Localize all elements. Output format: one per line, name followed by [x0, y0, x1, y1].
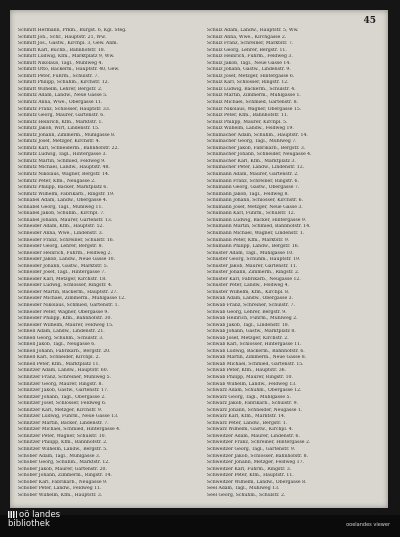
directory-entry: Schmitt Jos., Gastw., Kirchpl. 3, Gew. Anm. — [18, 41, 118, 47]
directory-entry: Schnitzer Wilhelm, Landw., Bergstr. 5. — [18, 447, 108, 452]
directory-entry: Schmitz Karl, Schneiderm., Bahnhofstr. 22. — [18, 145, 119, 151]
directory-entry: Schneider Franz, Schreiner, Schulstr. 16. — [18, 237, 115, 243]
directory-entry: Schober Adam, Tagl., Mühlgasse 3. — [18, 453, 101, 459]
directory-entry: Schwarz Wilhelm, Gastw., Kirchpl. 4. — [207, 427, 294, 433]
directory-entry: Schwab Peter, Kfm., Hauptstr. 36. — [207, 368, 287, 374]
logo-line1: oö landes — [19, 510, 61, 520]
directory-entry: Schmitt Hermann, Prkm., Burgst. 6, Kgl. Steg. — [18, 28, 127, 33]
directory-entry: Schober Georg, Schuhm., Marktstr. 12. — [18, 460, 110, 466]
directory-entry: Schneider Martin, Bäckerm., Hauptstr. 27. — [18, 289, 118, 295]
directory-entry: Schweitzer Jakob, Schlosser, Bahnhofstr. 8. — [207, 453, 309, 459]
directory-entry: Schnitzer Ludwig, Fuhrm., Neue Gasse 13. — [18, 414, 119, 420]
directory-entry: Schmitt Karl, Buchb., Bahnhofstr. 18. — [18, 47, 106, 53]
directory-entry: Schwarz Adam, Schuhm., Obergasse 12. — [207, 388, 302, 394]
right-column — [207, 28, 375, 499]
directory-entry: Schweitzer Georg, Tagl., Gartenstr. 9. — [207, 447, 296, 452]
directory-entry: Schober Peter, Landw., Feldweg 11. — [18, 486, 102, 492]
directory-entry: Schnitzer Michael, Schmied, Hintergasse 4. — [18, 427, 121, 433]
directory-entry: Schmitt Wilhelm, Lehrer, Bergstr. 2. — [18, 86, 103, 92]
directory-entry: Schober Wilhelm, Kfm., Hauptstr. 3. — [18, 492, 103, 498]
directory-entry: Schulz Johann, Gastw., Lindenstr. 9. — [207, 67, 291, 73]
directory-entry: Schumann Jakob, Tagl., Feldweg 8. — [207, 191, 289, 197]
directory-entry: Schumacher Jakob, Fabrikarb., Bergstr. 3. — [207, 145, 306, 151]
directory-entry: Schober Johann, Zimmerm., Ringstr. 14. — [18, 473, 112, 479]
directory-entry: Schnitzer Adam, Landw., Hauptstr. 60. — [18, 368, 109, 374]
directory-entry: Schmitz Peter, Kfm., Neugasse 2. — [18, 178, 96, 184]
directory-entry: Schneider Wilhelm, Maurer, Feldweg 15. — [18, 322, 114, 328]
directory-entry: Schmitz Wilhelm, Fabrikarb., Ringstr. 19. — [18, 191, 115, 197]
directory-entry: Schwab Heinrich, Fuhrm., Mühlweg 2. — [207, 316, 298, 322]
directory-entry: Schwab Karl, Schlosser, Hintergasse 11. — [207, 342, 302, 348]
directory-entry: Schulz Josef, Metzger, Hintergasse 6. — [207, 73, 295, 79]
directory-entry: Schwab Philipp, Maurer, Ringstr. 10. — [207, 374, 293, 380]
directory-entry: Schnitzer Josef, Schlosser, Feldweg 6. — [18, 401, 107, 407]
directory-entry: Schweitzer Franz, Schreiner, Hintergasse 2. — [207, 440, 311, 446]
directory-entry: Schmitz Josef, Metzger, Kirchstr. 4. — [18, 139, 101, 145]
directory-entry: Schneider Philipp, Kfm., Bahnhofstr. 30. — [18, 316, 112, 322]
directory-entry: Schnitzer Karl, Metzger, Kirchstr. 9. — [18, 407, 103, 413]
directory-entry: Schumann Philipp, Landw., Bergstr. 16. — [207, 244, 300, 250]
directory-entry: Schulz Anna, Wwe., Kirchgasse 2. — [207, 34, 287, 40]
directory-entry: Schmitz Nikolaus, Wagner, Bergstr. 14. — [18, 172, 110, 178]
directory-entry: Schumacher Georg, Tagl., Mühlweg 7. — [207, 139, 297, 145]
directory-entry: Schnitzer Jakob, Gastw., Gartenstr. 17. — [18, 388, 109, 394]
directory-entry: Schumacher Adam, Schuhm., Hauptstr. 14. — [207, 132, 308, 138]
directory-entry: Schuster Georg, Schuhm., Hauptstr. 19. — [207, 257, 301, 263]
directory-entry: Schwab Martin, Zimmerm., Neue Gasse 8. — [207, 355, 307, 361]
directory-entry: Schneider Josef, Tagl., Hintergasse 7. — [18, 270, 106, 276]
directory-entry: Schnitzer Georg, Maurer, Ringstr. 8. — [18, 381, 103, 387]
directory-entry: Schmitz Martin, Schmied, Feldweg 9. — [18, 158, 106, 164]
directory-entry: Schneider Heinrich, Fuhrm., Feldweg 2. — [18, 250, 112, 256]
directory-entry: Schwab Josef, Metzger, Kirchstr. 2. — [207, 335, 289, 341]
directory-entry: Schulz Philipp, Maurer, Kirchpl. 5. — [207, 119, 288, 125]
directory-entry: Schweitzer Wilhelm, Landw., Obergasse 8. — [207, 479, 307, 485]
directory-entry: Schuster Johann, Zimmerm., Ringstr. 2. — [207, 270, 300, 276]
directory-entry: Schmitt Nikolaus, Tagl., Mühlweg 4. — [18, 60, 103, 66]
directory-entry: Schmitz Michael, Landw., Hauptstr. 48. — [18, 165, 110, 171]
document-page — [10, 10, 388, 508]
directory-entry: Schneider Michael, Zimmerm., Mühlgasse 12. — [18, 296, 126, 302]
directory-entry: Schmitt Otto, Bäckerm., Hauptstr. 40, Gew. — [18, 67, 120, 73]
directory-entry: Schumann Michael, Wagner, Lindenstr. 1. — [207, 230, 305, 236]
directory-entry: Schmitt Ludwig, Kfm., Marktplatz 9, Ww. — [18, 54, 115, 60]
directory-entry: Schulz Heinrich, Fuhrm., Feldweg 3. — [207, 54, 293, 60]
directory-entry: Schneider Peter, Wagner, Obergasse 9. — [18, 309, 109, 315]
directory-entry: Schumann Ludwig, Bäcker, Hintergasse 9. — [207, 217, 307, 223]
directory-entry: Schwarz Johann, Schneider, Neugasse 1. — [207, 407, 303, 413]
viewer-credit: ooelandes viewer — [346, 522, 390, 528]
directory-entry: Schuster Adam, Tagl., Mühlgasse 10. — [207, 250, 294, 256]
logo-bars-icon — [8, 511, 17, 518]
directory-entry: Schuster Jakob, Maurer, Gartenstr. 11. — [207, 263, 298, 269]
directory-entry: Schneider Anna, Wwe., Lindenstr. 3. — [18, 230, 104, 236]
directory-entry: Schnitzer Peter, Wagner, Schulstr. 10. — [18, 433, 107, 439]
directory-entry: Schmitz Anna, Wwe., Obergasse 11. — [18, 100, 103, 106]
directory-entry: Schulz Adam, Landw., Hauptstr. 5, Ww. — [207, 28, 299, 33]
directory-entry: Schumacher Karl, Kfm., Marktplatz 3. — [207, 158, 296, 164]
directory-entry: Schwarz Jakob, Fabrikarb., Schulstr. 9. — [207, 401, 298, 407]
directory-entry: Schulz Martin, Zimmerm., Mühlgasse 1. — [207, 93, 301, 99]
directory-entry: Schulz Michael, Schmied, Gartenstr. 8. — [207, 100, 298, 106]
directory-entry: Schwab Ludwig, Bäckerm., Bahnhofstr. 6. — [207, 348, 305, 354]
directory-entry: Seel Adam, Tagl., Mühlweg 13. — [207, 486, 280, 492]
directory-entry: Schnell Johann, Fabrikarb., Bergstr. 20. — [18, 348, 111, 354]
directory-entry: Schweitzer Peter, Kfm., Hauptstr. 11. — [207, 473, 294, 479]
directory-entry: Schnitzer Franz, Schreiner, Mühlweg 5. — [18, 374, 112, 380]
directory-entry: Schober Jakob, Maurer, Gartenstr. 20. — [18, 466, 107, 472]
directory-entry: Schnell Adam, Landw., Lindenstr. 21. — [18, 329, 105, 335]
directory-entry: Schulz Jakob, Tagl., Neue Gasse 14. — [207, 60, 291, 66]
directory-entry: Schwab Michael, Schmied, Gartenstr. 15. — [207, 361, 304, 367]
directory-entry: Schwab Georg, Lehrer, Bergstr. 9. — [207, 309, 287, 315]
directory-entry: Schweitzer Johann, Metzger, Feldweg 17. — [207, 460, 304, 466]
directory-entry: Schulz Ludwig, Bäckerm., Schulstr. 4. — [207, 86, 296, 92]
directory-entry: Schumann Karl, Fuhrm., Schulstr. 12. — [207, 211, 296, 217]
directory-entry: Schumacher Peter, Landw., Lindenstr. 12. — [207, 165, 305, 171]
directory-entry: Schwarz Karl, Kfm., Marktstr. 14. — [207, 414, 286, 420]
directory-entry: Schnell Jakob, Tagl., Neugasse 6. — [18, 342, 96, 348]
directory-entry: Schulz Peter, Kfm., Bahnhofstr. 11. — [207, 113, 289, 119]
directory-entry: Schnabel Jakob, Schuhm., Kirchpl. 7. — [18, 211, 105, 217]
directory-entry: Schulz Nikolaus, Wagner, Obergasse 15. — [207, 106, 302, 112]
directory-entry: Schuster Karl, Fabrikarb., Neugasse 12. — [207, 276, 301, 282]
directory-entry: Schmitz Franz, Schlosser, Hauptstr. 33. — [18, 106, 111, 112]
directory-entry: Schneider Adam, Kfm., Hauptstr. 52. — [18, 224, 104, 230]
directory-entry: Schumann Josef, Metzger, Neue Gasse 3. — [207, 204, 303, 210]
directory-entry: Schulz Wilhelm, Landw., Feldweg 19. — [207, 126, 294, 132]
directory-entry: Schumann Johann, Schlosser, Kirchstr. 6. — [207, 198, 304, 204]
directory-entry: Schwab Jakob, Tagl., Lindenstr. 18. — [207, 322, 290, 328]
directory-entry: Schuster Wilhelm, Kfm., Kirchpl. 8. — [207, 289, 290, 295]
directory-entry: Schmitz Heinrich, Kfm., Marktstr. 1. — [18, 119, 103, 125]
directory-entry: Schulz Karl, Schlosser, Ringstr. 12. — [207, 80, 289, 86]
directory-entry: Schmitz Johann, Zimmerm., Mühlgasse 8. — [18, 132, 116, 138]
directory-entry: Schumann Adam, Maurer, Gartenstr. 2. — [207, 172, 299, 178]
directory-entry: Schmitz Ludwig, Tagl., Hintergasse 3. — [18, 152, 107, 158]
directory-entry: Schneider Ludwig, Schlosser, Ringstr. 4. — [18, 283, 113, 289]
directory-entry: Schnitzer Philipp, Kfm., Bahnhofstr. 2. — [18, 440, 108, 446]
directory-entry: Schwarz Peter, Landw., Bergstr. 1. — [207, 420, 288, 426]
left-column — [18, 28, 186, 499]
logo-line2: bibliothek — [8, 519, 50, 529]
directory-entry: Schwab Johann, Gastw., Marktplatz 8. — [207, 329, 296, 335]
directory-entry: Schnabel Adam, Landw., Obergasse 4. — [18, 198, 108, 204]
directory-entry: Schwab Franz, Schreiner, Schulstr. 7. — [207, 302, 295, 308]
directory-entry: Schneider Georg, Lehrer, Bergstr. 8. — [18, 244, 104, 250]
directory-entry: Schumann Peter, Kfm., Marktstr. 9. — [207, 237, 290, 243]
directory-entry: Schumann Georg, Gastw., Obergasse 7. — [207, 185, 300, 191]
directory-entry: Schneider Johann, Gastw., Marktstr. 5. — [18, 263, 109, 269]
directory-entry: Schumann Franz, Schreiner, Ringstr. 6. — [207, 178, 299, 184]
directory-entry: Schwarz Georg, Tagl., Mühlgasse 5. — [207, 394, 291, 400]
directory-entry: Schnell Karl, Schneider, Kirchpl. 2. — [18, 355, 100, 361]
directory-entry: Schneider Nikolaus, Schmied, Gartenstr. 1. — [18, 302, 120, 308]
directory-entry: Schwab Adam, Landw., Obergasse 3. — [207, 296, 294, 302]
directory-entry: Schulz Georg, Lehrer, Bergstr. 11. — [207, 47, 287, 53]
directory-entry: Schmitz Philipp, Bäcker, Marktplatz 6. — [18, 185, 108, 191]
directory-entry: Schober Karl, Fabrikarb., Neugasse 9. — [18, 479, 108, 485]
directory-entry: Schulz Franz, Schreiner, Marktstr. 7. — [207, 41, 294, 47]
directory-entry: Schnabel Georg, Tagl., Mühlweg 11. — [18, 204, 103, 210]
directory-entry: Schneider Jakob, Landw., Neue Gasse 10. — [18, 257, 116, 263]
directory-entry: Schnell Georg, Schuhm., Schulstr. 3. — [18, 335, 104, 341]
directory-entry: Seel Georg, Schuhm., Schulstr. 2. — [207, 492, 286, 498]
directory-entry: Schnell Peter, Kfm., Marktplatz 11. — [18, 361, 100, 367]
directory-entry: Schweitzer Karl, Fuhrm., Ringstr. 3. — [207, 466, 292, 472]
directory-entry: Schmitz Georg, Maurer, Gartenstr. 6. — [18, 113, 105, 119]
page-number: 45 — [363, 16, 376, 26]
directory-entry: Schneider Karl, Metzger, Kirchstr. 18. — [18, 276, 107, 282]
directory-entry: Schnitzer Johann, Tagl., Obergasse 2. — [18, 394, 106, 400]
directory-entry: Schweitzer Adam, Maurer, Lindenstr. 6. — [207, 433, 300, 439]
directory-entry: Schumacher Johann, Schneider, Neugasse 4. — [207, 152, 312, 158]
directory-entry: Schmitz Adam, Landw., Neue Gasse 5. — [18, 93, 108, 99]
directory-entry: Schmitz Jakob, Wirt, Lindenstr. 15. — [18, 126, 100, 132]
directory-entry: Schumann Martin, Schmied, Bahnhofstr. 14. — [207, 224, 311, 230]
directory-entry: Schmitt Philipp, Schuhm., Kirchstr. 12. — [18, 80, 109, 86]
directory-entry: Schnabel Johann, Maurer, Gartenstr. 13. — [18, 217, 113, 223]
directory-entry: Schmitt Peter, Fuhrm., Schulstr. 7. — [18, 73, 99, 79]
directory-entry: Schmitt Joh., Schr., Hauptstr. 21, Ww. — [18, 34, 106, 40]
library-logo — [8, 511, 60, 529]
directory-entry: Schwab Wilhelm, Landw., Feldweg 13. — [207, 381, 297, 387]
directory-entry: Schuster Peter, Landw., Feldweg 4. — [207, 283, 289, 289]
directory-entry: Schnitzer Martin, Bäcker, Lindenstr. 7. — [18, 420, 109, 426]
